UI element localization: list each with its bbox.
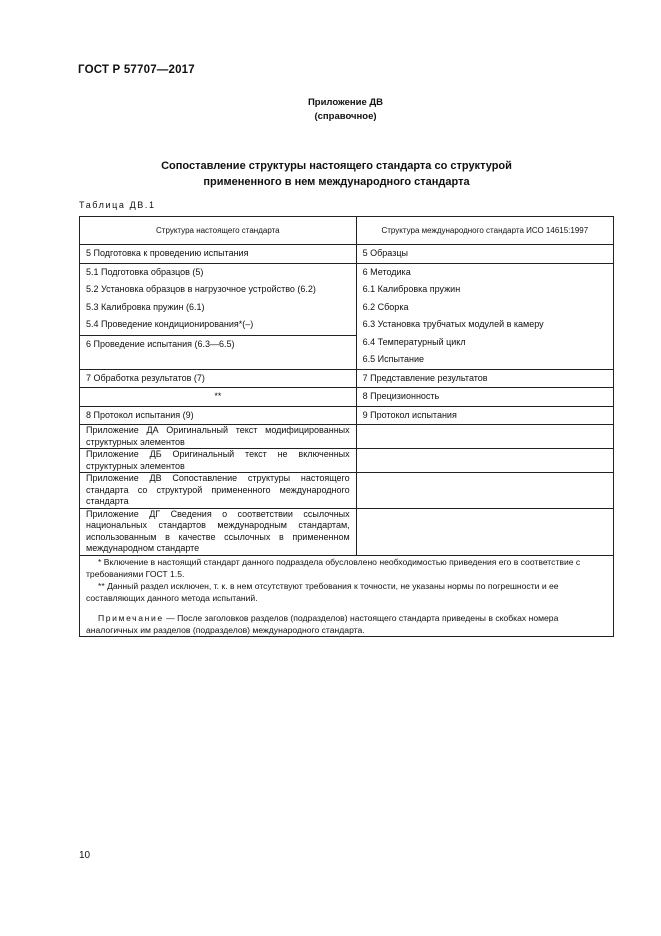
- note-label: Примечание: [98, 612, 164, 623]
- list-item: 5.3 Калибровка пружин (6.1): [86, 301, 205, 312]
- document-title-line1: Сопоставление структуры настоящего стандарта со структурой: [161, 160, 512, 172]
- cell-left: **: [80, 388, 357, 407]
- cell-right: 9 Протокол испытания: [356, 406, 613, 425]
- table-note: [86, 612, 607, 636]
- table-row: [80, 473, 614, 509]
- page-number: 10: [79, 850, 91, 861]
- table-row: [80, 508, 614, 555]
- cell-right: 8 Прецизионность: [356, 388, 613, 407]
- table-row: [80, 263, 614, 335]
- cell-right: 7 Представление результатов: [356, 369, 613, 388]
- cell-left: 8 Протокол испытания (9): [80, 406, 357, 425]
- table-row: [80, 369, 614, 388]
- list-item: 6.4 Температурный цикл: [362, 336, 466, 347]
- list-item: 6.2 Сборка: [362, 301, 409, 312]
- cell-left: Приложение ДА Оригинальный текст модифицированных структурных элементов: [80, 425, 357, 449]
- cell-right: [356, 263, 613, 369]
- header-left: Структура настоящего стандарта: [80, 217, 357, 245]
- structure-comparison-table: [79, 216, 614, 637]
- footnote-1: * Включение в настоящий стандарт данного подраздела обусловлено необходимостью приведения его в соответствие с требованиями ГОСТ 1.5.: [86, 556, 581, 579]
- list-item: 5.2 Установка образцов в нагрузочное устройство (6.2): [86, 284, 316, 294]
- table-footnotes-row: [80, 555, 614, 636]
- appendix-title: Приложение ДВ: [307, 97, 384, 108]
- table-row: [80, 425, 614, 449]
- table-row: [80, 406, 614, 425]
- table-row: [80, 449, 614, 473]
- table-caption: Таблица ДВ.1: [79, 200, 156, 210]
- cell-left: Приложение ДБ Оригинальный текст не включенных структурных элементов: [80, 449, 357, 473]
- cell-right-empty: [356, 473, 613, 509]
- appendix-type: (справочное): [314, 111, 377, 122]
- table-footnotes: [80, 555, 614, 636]
- document-header: ГОСТ Р 57707—2017: [78, 64, 195, 76]
- cell-right-empty: [356, 425, 613, 449]
- footnote-2: ** Данный раздел исключен, т. к. в нем отсутствуют требования к точности, не указаны нормы по погрешности и ее составляющих данного метода испытаний.: [86, 580, 559, 603]
- appendix-heading: [0, 96, 661, 124]
- cell-right: 5 Образцы: [356, 245, 613, 264]
- list-item: 6.5 Испытание: [362, 354, 424, 364]
- table-row: [80, 245, 614, 264]
- list-item: 6 Проведение испытания (6.3—6.5): [86, 338, 235, 349]
- document-title: [0, 158, 661, 190]
- cell-right-empty: [356, 508, 613, 555]
- document-title-line2: примененного в нем международного стандарта: [203, 176, 470, 188]
- table-row: [80, 388, 614, 407]
- cell-right-empty: [356, 449, 613, 473]
- list-item: 6 Методика: [362, 266, 411, 277]
- header-right: Структура международного стандарта ИСО 14615:1997: [356, 217, 613, 245]
- list-item: 6.3 Установка трубчатых модулей в камеру: [362, 319, 544, 329]
- cell-left: [80, 335, 357, 369]
- cell-left: Приложение ДГ Сведения о соответствии ссылочных национальных стандартов международным стандартам, использованным в качестве ссылочных в примененном международном стандарте: [80, 508, 357, 555]
- cell-left: Приложение ДВ Сопоставление структуры настоящего стандарта со структурой примененного международного стандарта: [80, 473, 357, 509]
- cell-left: 7 Обработка результатов (7): [80, 369, 357, 388]
- list-item: 5.1 Подготовка образцов (5): [86, 266, 204, 277]
- cell-left: [80, 263, 357, 335]
- cell-left: 5 Подготовка к проведению испытания: [80, 245, 357, 264]
- note-text: — После заголовков разделов (подразделов) настоящего стандарта приведены в скобках номера аналогичных им разделов (подразделов) международного стандарта.: [86, 612, 559, 635]
- list-item: 6.1 Калибровка пружин: [362, 284, 461, 294]
- list-item: 5.4 Проведение кондиционирования*(–): [86, 319, 254, 329]
- table-header-row: [80, 217, 614, 245]
